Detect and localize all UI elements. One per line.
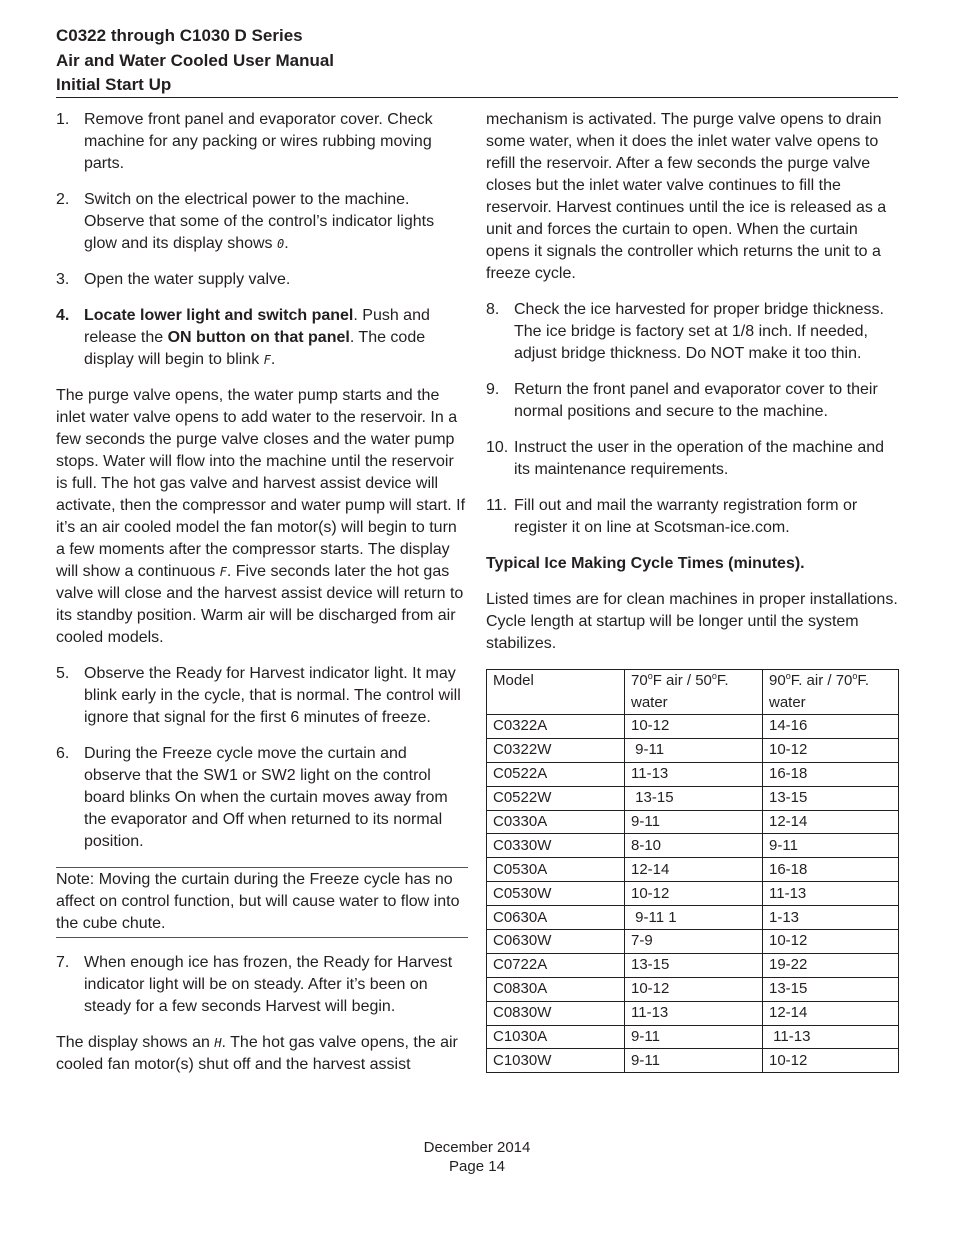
cell-90f-time: 19-22 xyxy=(763,953,899,977)
cell-model: C0630W xyxy=(487,930,625,954)
header-manual-title: Air and Water Cooled User Manual xyxy=(56,50,335,70)
cell-90f-time: 11-13 xyxy=(763,882,899,906)
table-row xyxy=(487,715,899,739)
right-column xyxy=(486,109,898,1073)
table-row xyxy=(487,1049,899,1073)
table-row xyxy=(487,762,899,786)
cell-model: C0722A xyxy=(487,953,625,977)
table-row xyxy=(487,810,899,834)
step-text: Open the water supply valve. xyxy=(84,271,291,288)
step-text: Remove front panel and evaporator cover. Check machine for any packing or wires rubbing moving parts. xyxy=(84,111,433,172)
step-text: Return the front panel and evaporator cover to their normal positions and secure to the machine. xyxy=(514,381,878,420)
step-number: 5. xyxy=(56,665,70,682)
step-number: 7. xyxy=(56,954,70,971)
cell-70f-time: 9-11 xyxy=(625,810,763,834)
cell-model: C0630A xyxy=(487,906,625,930)
cell-70f-time: 11-13 xyxy=(625,762,763,786)
table-row xyxy=(487,930,899,954)
cell-90f-time: 16-18 xyxy=(763,858,899,882)
cell-90f-time: 16-18 xyxy=(763,762,899,786)
cycle-times-heading: Typical Ice Making Cycle Times (minutes). xyxy=(486,555,805,572)
step-text: When enough ice has frozen, the Ready for Harvest indicator light will be on steady. After it’s been on steady for a few seconds Harvest will begin. xyxy=(84,954,453,1015)
note-box: Note: Moving the curtain during the Freeze cycle has no affect on control function, but will cause water to flow into the cube chute. xyxy=(56,867,468,938)
step-text: Observe the Ready for Harvest indicator light. It may blink early in the cycle, that is normal. The control will ignore that signal for the first 6 minutes of freeze. xyxy=(84,665,461,726)
cell-model: C0330W xyxy=(487,834,625,858)
cycle-times-intro: Listed times are for clean machines in proper installations. Cycle length at startup will be longer until the system stabilizes. xyxy=(486,591,898,652)
table-row xyxy=(487,858,899,882)
step-5 xyxy=(56,663,468,729)
step-number: 3. xyxy=(56,271,70,288)
step-number: 11. xyxy=(486,497,508,514)
step-3 xyxy=(56,269,468,291)
cell-70f-time: 11-13 xyxy=(625,1001,763,1025)
cell-70f-time: 10-12 xyxy=(625,882,763,906)
table-row xyxy=(487,786,899,810)
step-11 xyxy=(486,495,898,539)
cell-90f-time: 10-12 xyxy=(763,1049,899,1073)
step-text: Check the ice harvested for proper bridge thickness. The ice bridge is factory set at 1/8 inch. If needed, adjust bridge thickness. Do NOT make it too thin. xyxy=(514,301,884,362)
cell-model: C0330A xyxy=(487,810,625,834)
cell-70f-time: 8-10 xyxy=(625,834,763,858)
table-row xyxy=(487,834,899,858)
harvest-paragraph: The display shows an H. The hot gas valve opens, the air cooled fan motor(s) shut off and the harvest assist xyxy=(56,1034,458,1073)
step-number: 10. xyxy=(486,439,509,456)
table-row xyxy=(487,738,899,762)
table-row xyxy=(487,1001,899,1025)
step-text: Switch on the electrical power to the machine. Observe that some of the control’s indicator lights glow and its display shows 0. xyxy=(84,191,435,252)
step-8 xyxy=(486,299,898,365)
cell-90f-time: 11-13 xyxy=(763,1025,899,1049)
cell-70f-time: 13-15 xyxy=(625,953,763,977)
header-model: Model xyxy=(487,670,625,715)
header-section-title: Initial Start Up xyxy=(56,75,172,94)
cell-model: C0530A xyxy=(487,858,625,882)
cell-70f-time: 10-12 xyxy=(625,977,763,1001)
header-rule xyxy=(56,97,898,98)
display-code: H xyxy=(214,1036,222,1050)
cell-model: C1030W xyxy=(487,1049,625,1073)
header-70f-air: 70$^o$F air / 50$^o$F. water xyxy=(625,670,763,715)
cell-70f-time: 9-11 xyxy=(625,738,763,762)
cell-90f-time: 12-14 xyxy=(763,1001,899,1025)
cell-model: C0830W xyxy=(487,1001,625,1025)
startup-paragraph: The purge valve opens, the water pump starts and the inlet water valve opens to add water to the reservoir. In a few seconds the purge valve closes and the water pump stops. Water will flow into the machine until the reservoir is full. The hot gas valve and harvest assist device will activate, then the compressor and water pump will start. If it’s an air cooled model the fan motor(s) will begin to turn a few moments after the compressor starts. The display will show a continuous F. Five seconds later the hot gas valve will close and the harvest assist device will return to its standby position. Warm air will be discharged from air cooled models. xyxy=(56,387,466,646)
step-4 xyxy=(56,305,468,371)
table-header-row xyxy=(487,670,899,715)
cell-70f-time: 9-11 xyxy=(625,1049,763,1073)
cell-model: C0322A xyxy=(487,715,625,739)
table-row xyxy=(487,906,899,930)
step-1 xyxy=(56,109,468,175)
page-header xyxy=(56,24,898,98)
table-row xyxy=(487,977,899,1001)
cycle-times-table xyxy=(486,669,899,1073)
cell-90f-time: 10-12 xyxy=(763,930,899,954)
header-series: C0322 through C1030 D Series xyxy=(56,26,303,45)
step-6 xyxy=(56,743,468,853)
step-number: 9. xyxy=(486,381,500,398)
cell-90f-time: 13-15 xyxy=(763,786,899,810)
display-code: F xyxy=(219,565,227,579)
step-text: Instruct the user in the operation of the machine and its maintenance requirements. xyxy=(514,439,885,478)
cell-70f-time: 9-11 1 xyxy=(625,906,763,930)
cell-model: C0830A xyxy=(487,977,625,1001)
step-number: 4. xyxy=(56,307,70,324)
cell-70f-time: 9-11 xyxy=(625,1025,763,1049)
cell-90f-time: 9-11 xyxy=(763,834,899,858)
cell-model: C0530W xyxy=(487,882,625,906)
cell-model: C0522A xyxy=(487,762,625,786)
table-row xyxy=(487,882,899,906)
cell-90f-time: 1-13 xyxy=(763,906,899,930)
left-column xyxy=(56,109,468,1090)
cell-model: C1030A xyxy=(487,1025,625,1049)
step-9 xyxy=(486,379,898,423)
table-row xyxy=(487,953,899,977)
cell-70f-time: 12-14 xyxy=(625,858,763,882)
cell-70f-time: 13-15 xyxy=(625,786,763,810)
page-number: Page 14 xyxy=(449,1158,505,1175)
step-text: Fill out and mail the warranty registration form or register it on line at Scotsman-ice.com. xyxy=(514,497,858,536)
step-2 xyxy=(56,189,468,255)
footer-date: December 2014 xyxy=(423,1139,531,1156)
display-code: 0 xyxy=(276,237,285,251)
step-number: 1. xyxy=(56,111,70,128)
cell-90f-time: 12-14 xyxy=(763,810,899,834)
display-code: F xyxy=(263,353,271,367)
step-text: Locate lower light and switch panel. Push and release the ON button on that panel. The code display will begin to blink F. xyxy=(84,307,430,368)
step-10 xyxy=(486,437,898,481)
page-footer xyxy=(0,1138,954,1176)
cell-90f-time: 14-16 xyxy=(763,715,899,739)
cell-90f-time: 13-15 xyxy=(763,977,899,1001)
step-number: 2. xyxy=(56,191,70,208)
step-number: 6. xyxy=(56,745,70,762)
harvest-paragraph-continued: mechanism is activated. The purge valve opens to drain some water, when it does the inlet water valve opens to refill the reservoir. After a few seconds the purge valve closes but the inlet water valve continues to fill the reservoir. Harvest continues until the ice is released as a unit and forces the curtain to open. When the curtain opens it signals the controller which returns the unit to a freeze cycle. xyxy=(486,111,887,282)
cell-model: C0322W xyxy=(487,738,625,762)
cell-70f-time: 7-9 xyxy=(625,930,763,954)
cell-model: C0522W xyxy=(487,786,625,810)
cell-70f-time: 10-12 xyxy=(625,715,763,739)
step-7 xyxy=(56,952,468,1018)
header-90f-air: 90$^o$F. air / 70$^o$F. water xyxy=(763,670,899,715)
step-text: During the Freeze cycle move the curtain and observe that the SW1 or SW2 light on the control board blinks On when the curtain moves away from the evaporator and Off when returned to its normal position. xyxy=(84,745,448,850)
step-number: 8. xyxy=(486,301,500,318)
cell-90f-time: 10-12 xyxy=(763,738,899,762)
table-row xyxy=(487,1025,899,1049)
